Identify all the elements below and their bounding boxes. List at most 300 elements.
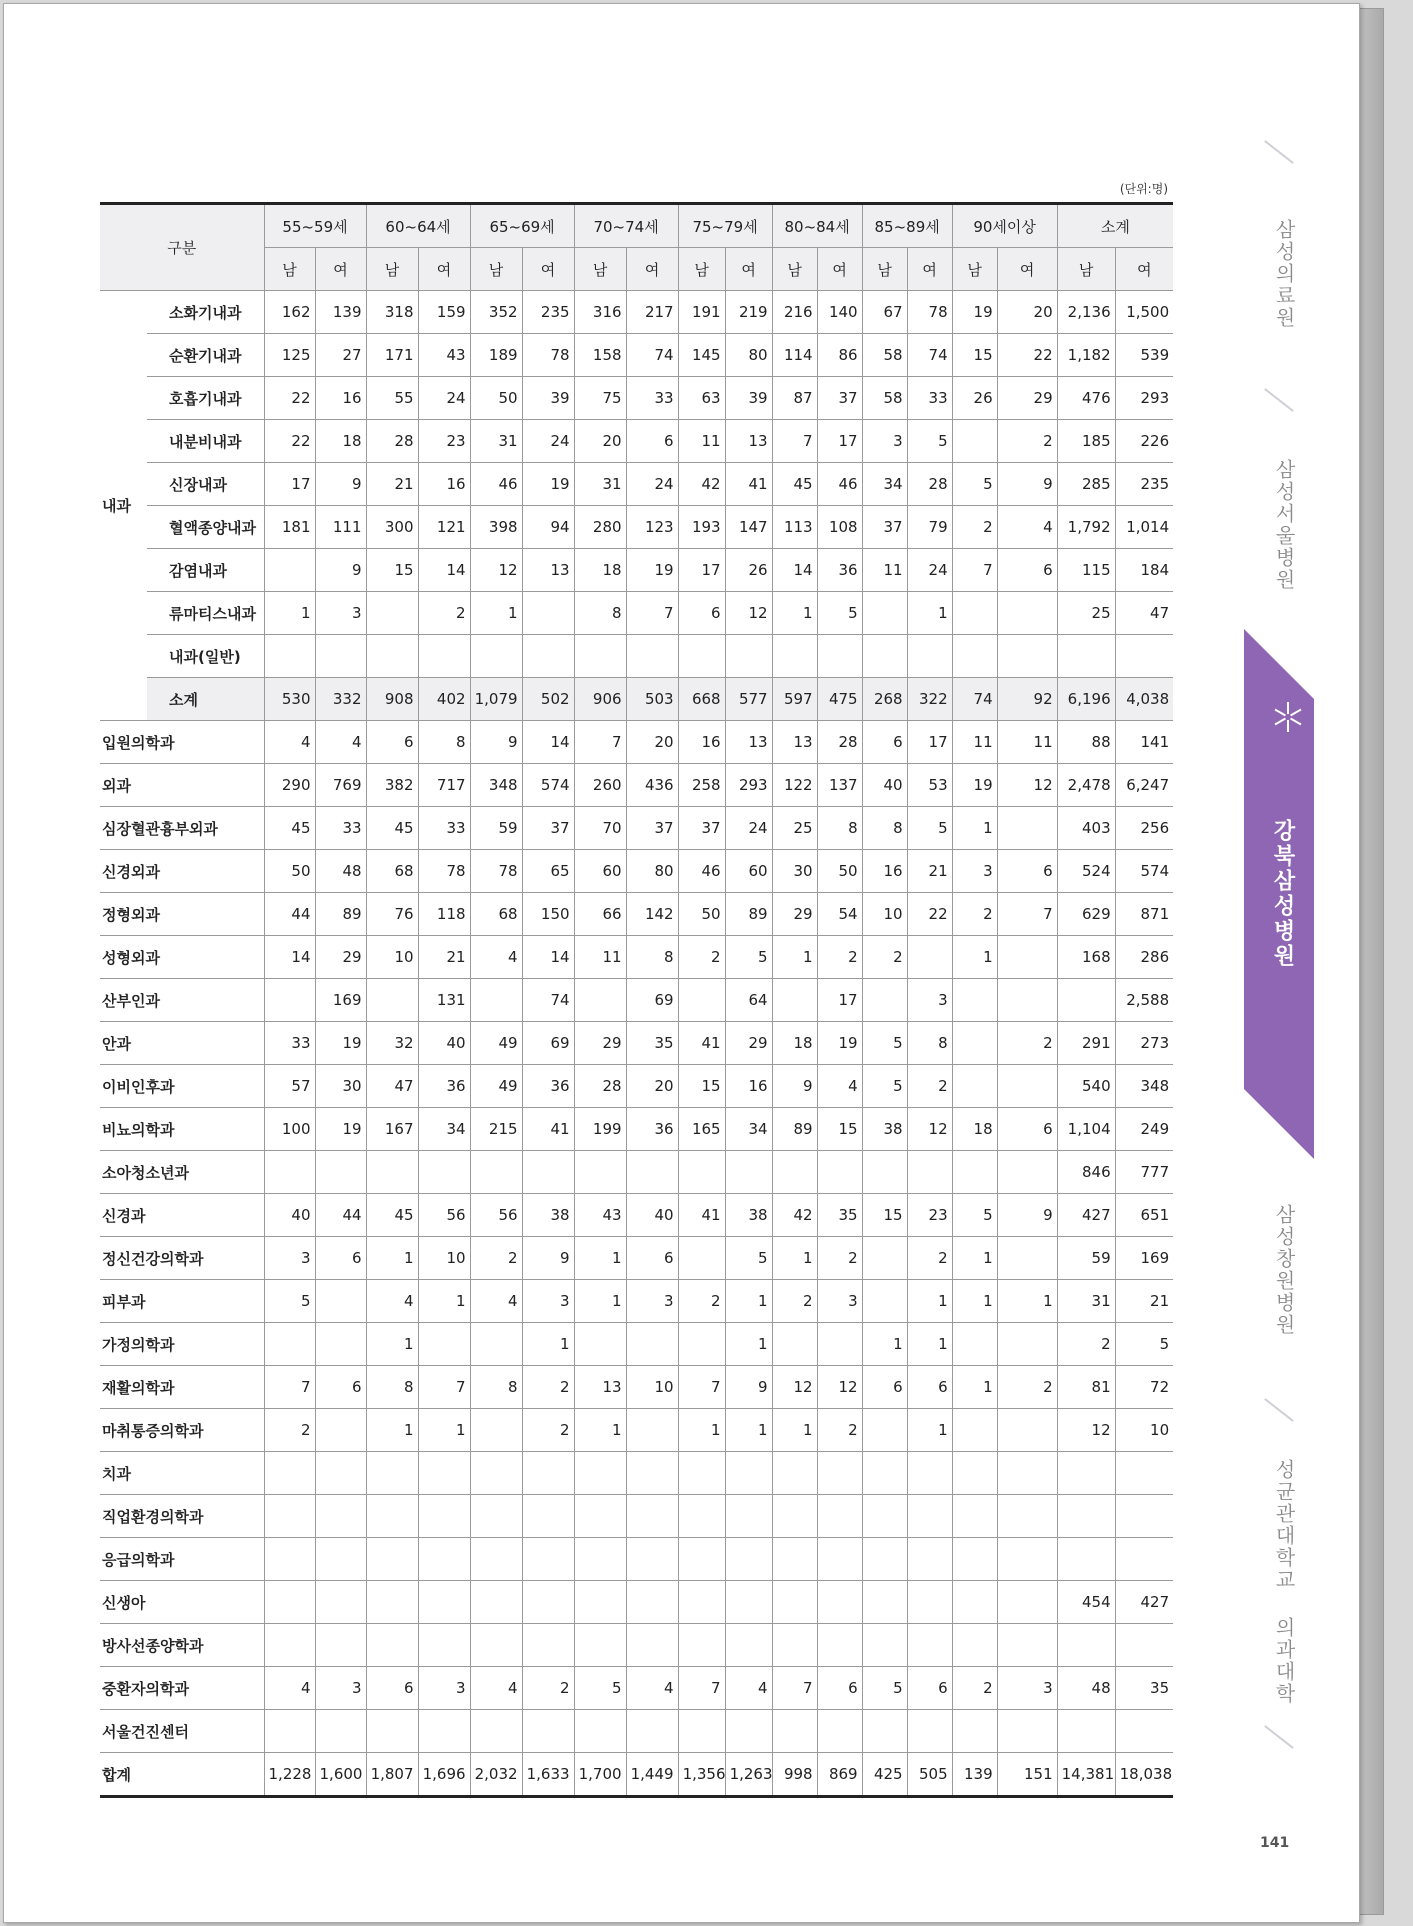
- table-cell: 125: [264, 334, 315, 377]
- table-cell: [574, 1323, 626, 1366]
- row-label: 신경과: [100, 1194, 264, 1237]
- table-cell: [574, 1624, 626, 1667]
- table-cell: [366, 1538, 418, 1581]
- table-cell: 3: [997, 1667, 1057, 1710]
- table-cell: 427: [1115, 1581, 1173, 1624]
- table-cell: 322: [907, 678, 952, 721]
- table-cell: 258: [678, 764, 725, 807]
- table-cell: 11: [997, 721, 1057, 764]
- table-cell: 1: [952, 1237, 997, 1280]
- table-cell: 6: [626, 420, 678, 463]
- table-cell: 89: [315, 893, 366, 936]
- table-cell: 38: [725, 1194, 772, 1237]
- table-row: [100, 1237, 1173, 1280]
- table-cell: 16: [725, 1065, 772, 1108]
- table-row: [100, 1538, 1173, 1581]
- tab-skku-medical-school[interactable]: 성균관대학교 의과대학: [1272, 1459, 1296, 1705]
- table-cell: 18,038: [1115, 1753, 1173, 1797]
- table-cell: 235: [1115, 463, 1173, 506]
- table-cell: 1: [772, 1237, 817, 1280]
- table-cell: 476: [1057, 377, 1115, 420]
- table-cell: 454: [1057, 1581, 1115, 1624]
- table-cell: 23: [907, 1194, 952, 1237]
- table-cell: 300: [366, 506, 418, 549]
- table-cell: [907, 1452, 952, 1495]
- table-cell: 28: [817, 721, 862, 764]
- female-header: 여: [907, 248, 952, 291]
- table-cell: 34: [418, 1108, 470, 1151]
- row-label: 외과: [100, 764, 264, 807]
- table-cell: [264, 1151, 315, 1194]
- table-cell: 318: [366, 291, 418, 334]
- table-cell: 1: [997, 1280, 1057, 1323]
- table-cell: [522, 1710, 574, 1753]
- table-cell: 169: [1115, 1237, 1173, 1280]
- table-cell: 9: [997, 1194, 1057, 1237]
- table-cell: 36: [817, 549, 862, 592]
- sparkle-icon: [1266, 694, 1312, 740]
- table-cell: [997, 1452, 1057, 1495]
- male-header: 남: [772, 248, 817, 291]
- table-cell: 15: [862, 1194, 907, 1237]
- table-cell: 58: [862, 377, 907, 420]
- table-cell: [772, 1710, 817, 1753]
- table-cell: 7: [418, 1366, 470, 1409]
- table-cell: [997, 979, 1057, 1022]
- table-cell: 540: [1057, 1065, 1115, 1108]
- table-cell: 63: [678, 377, 725, 420]
- row-label: 비뇨의학과: [100, 1108, 264, 1151]
- table-row: [100, 420, 1173, 463]
- table-cell: 332: [315, 678, 366, 721]
- table-cell: [366, 1151, 418, 1194]
- table-row: [100, 1710, 1173, 1753]
- table-cell: 34: [862, 463, 907, 506]
- side-tab-nav: [1244, 124, 1344, 1824]
- table-cell: 75: [574, 377, 626, 420]
- table-cell: 717: [418, 764, 470, 807]
- table-cell: 846: [1057, 1151, 1115, 1194]
- table-cell: 908: [366, 678, 418, 721]
- table-cell: [678, 1151, 725, 1194]
- table-cell: [907, 1581, 952, 1624]
- table-cell: 10: [366, 936, 418, 979]
- table-cell: 14: [772, 549, 817, 592]
- row-label: 방사선종양학과: [100, 1624, 264, 1667]
- table-cell: [470, 1409, 522, 1452]
- row-label: 혈액종양내과: [147, 506, 264, 549]
- table-cell: 5: [862, 1065, 907, 1108]
- table-cell: 6: [678, 592, 725, 635]
- table-cell: 16: [315, 377, 366, 420]
- table-cell: 60: [725, 850, 772, 893]
- table-cell: [997, 1409, 1057, 1452]
- table-cell: [817, 1624, 862, 1667]
- table-cell: 58: [862, 334, 907, 377]
- table-cell: 40: [264, 1194, 315, 1237]
- table-cell: [678, 979, 725, 1022]
- table-cell: 24: [522, 420, 574, 463]
- table-cell: [418, 1495, 470, 1538]
- table-cell: 80: [725, 334, 772, 377]
- table-cell: 24: [626, 463, 678, 506]
- table-cell: 121: [418, 506, 470, 549]
- table-cell: 14,381: [1057, 1753, 1115, 1797]
- table-cell: 14: [264, 936, 315, 979]
- table-cell: 59: [470, 807, 522, 850]
- table-cell: 113: [772, 506, 817, 549]
- table-cell: [952, 1581, 997, 1624]
- table-cell: 1,228: [264, 1753, 315, 1797]
- table-cell: [315, 1710, 366, 1753]
- row-label: 응급의학과: [100, 1538, 264, 1581]
- table-cell: 1: [772, 1409, 817, 1452]
- table-cell: [418, 1151, 470, 1194]
- table-cell: 16: [418, 463, 470, 506]
- table-cell: [678, 1710, 725, 1753]
- table-cell: 33: [315, 807, 366, 850]
- patient-stats-table: [100, 202, 1173, 1798]
- table-cell: 7: [574, 721, 626, 764]
- table-cell: 869: [817, 1753, 862, 1797]
- table-cell: 8: [418, 721, 470, 764]
- table-cell: 4: [817, 1065, 862, 1108]
- table-cell: 150: [522, 893, 574, 936]
- table-cell: 27: [315, 334, 366, 377]
- table-cell: 2: [952, 1667, 997, 1710]
- table-cell: 50: [678, 893, 725, 936]
- table-cell: [1115, 1452, 1173, 1495]
- table-cell: 4: [725, 1667, 772, 1710]
- table-cell: 29: [574, 1022, 626, 1065]
- table-row: [100, 1581, 1173, 1624]
- table-cell: 5: [862, 1667, 907, 1710]
- table-cell: 81: [1057, 1366, 1115, 1409]
- table-cell: 37: [678, 807, 725, 850]
- subtotal-header: 소계: [1057, 204, 1173, 248]
- table-cell: 111: [315, 506, 366, 549]
- table-cell: 6: [315, 1237, 366, 1280]
- tab-samsung-changwon-hospital[interactable]: 삼성창원병원: [1272, 1204, 1296, 1336]
- table-cell: [470, 979, 522, 1022]
- table-cell: 65: [522, 850, 574, 893]
- table-cell: 21: [907, 850, 952, 893]
- table-cell: 88: [1057, 721, 1115, 764]
- table-cell: 46: [817, 463, 862, 506]
- table-cell: [315, 1538, 366, 1581]
- table-cell: 16: [678, 721, 725, 764]
- table-cell: 2,478: [1057, 764, 1115, 807]
- table-row: [100, 334, 1173, 377]
- table-cell: [725, 1538, 772, 1581]
- table-cell: 169: [315, 979, 366, 1022]
- row-label: 이비인후과: [100, 1065, 264, 1108]
- table-cell: [574, 1495, 626, 1538]
- table-cell: [366, 1710, 418, 1753]
- table-cell: [626, 1151, 678, 1194]
- table-cell: 184: [1115, 549, 1173, 592]
- table-cell: [952, 1495, 997, 1538]
- table-cell: [522, 1495, 574, 1538]
- table-cell: [418, 1581, 470, 1624]
- table-cell: [952, 1538, 997, 1581]
- row-label: 순환기내과: [147, 334, 264, 377]
- table-cell: 1: [772, 936, 817, 979]
- table-cell: 5: [725, 936, 772, 979]
- table-cell: 4: [470, 1280, 522, 1323]
- table-cell: 13: [574, 1366, 626, 1409]
- table-cell: 147: [725, 506, 772, 549]
- table-cell: [315, 1323, 366, 1366]
- table-cell: 78: [470, 850, 522, 893]
- table-cell: [725, 635, 772, 678]
- table-cell: 44: [264, 893, 315, 936]
- table-cell: [997, 1323, 1057, 1366]
- table-cell: 57: [264, 1065, 315, 1108]
- table-cell: 348: [470, 764, 522, 807]
- table-cell: 21: [1115, 1280, 1173, 1323]
- group-label: 내과: [100, 291, 147, 721]
- table-cell: 9: [315, 463, 366, 506]
- table-cell: [952, 1452, 997, 1495]
- table-cell: [418, 1538, 470, 1581]
- row-label: 마취통증의학과: [100, 1409, 264, 1452]
- table-cell: 26: [952, 377, 997, 420]
- table-cell: [1057, 635, 1115, 678]
- table-cell: 24: [907, 549, 952, 592]
- table-cell: 74: [907, 334, 952, 377]
- row-label: 감염내과: [147, 549, 264, 592]
- table-row: [100, 764, 1173, 807]
- table-cell: 4: [315, 721, 366, 764]
- table-row: [100, 1624, 1173, 1667]
- table-cell: 78: [418, 850, 470, 893]
- table-cell: [522, 635, 574, 678]
- table-cell: [1115, 1538, 1173, 1581]
- table-cell: [264, 1710, 315, 1753]
- table-cell: 33: [264, 1022, 315, 1065]
- row-label: 직업환경의학과: [100, 1495, 264, 1538]
- table-cell: 11: [952, 721, 997, 764]
- table-cell: 1,449: [626, 1753, 678, 1797]
- table-cell: 31: [470, 420, 522, 463]
- table-cell: [907, 1538, 952, 1581]
- tab-samsung-medical-center[interactable]: 삼성의료원: [1272, 219, 1296, 329]
- table-cell: [952, 1323, 997, 1366]
- table-cell: [264, 1452, 315, 1495]
- table-cell: [772, 979, 817, 1022]
- age-header: 55~59세: [264, 204, 366, 248]
- table-cell: 4: [470, 1667, 522, 1710]
- table-row: [100, 979, 1173, 1022]
- table-cell: 1: [574, 1280, 626, 1323]
- table-cell: [997, 1624, 1057, 1667]
- table-cell: [470, 1323, 522, 1366]
- table-cell: 9: [470, 721, 522, 764]
- table-cell: 18: [952, 1108, 997, 1151]
- table-cell: [772, 1452, 817, 1495]
- table-row: [100, 1409, 1173, 1452]
- table-cell: [772, 635, 817, 678]
- table-cell: [264, 549, 315, 592]
- male-header: 남: [678, 248, 725, 291]
- table-row: [100, 1753, 1173, 1797]
- table-cell: 19: [817, 1022, 862, 1065]
- table-cell: 50: [817, 850, 862, 893]
- table-cell: [817, 1495, 862, 1538]
- row-label: 소계: [147, 678, 264, 721]
- table-cell: [772, 1495, 817, 1538]
- table-cell: 37: [522, 807, 574, 850]
- table-cell: 30: [772, 850, 817, 893]
- table-cell: [1057, 1710, 1115, 1753]
- table-cell: 1,014: [1115, 506, 1173, 549]
- table-cell: 3: [522, 1280, 574, 1323]
- unit-label: (단위:명): [1119, 182, 1168, 196]
- table-row: [100, 1194, 1173, 1237]
- table-cell: 8: [862, 807, 907, 850]
- table-cell: 19: [315, 1022, 366, 1065]
- table-cell: 115: [1057, 549, 1115, 592]
- table-cell: [772, 1581, 817, 1624]
- table-cell: 3: [862, 420, 907, 463]
- table-row: [100, 1108, 1173, 1151]
- page-number: 141: [1260, 1835, 1290, 1851]
- table-cell: [997, 936, 1057, 979]
- table-cell: 189: [470, 334, 522, 377]
- table-cell: 2: [522, 1667, 574, 1710]
- table-cell: 1,600: [315, 1753, 366, 1797]
- table-cell: [725, 1151, 772, 1194]
- table-cell: 2: [772, 1280, 817, 1323]
- table-cell: [862, 979, 907, 1022]
- table-cell: 14: [522, 936, 574, 979]
- table-cell: 19: [522, 463, 574, 506]
- table-cell: 352: [470, 291, 522, 334]
- table-cell: 5: [907, 420, 952, 463]
- row-label: 성형외과: [100, 936, 264, 979]
- table-cell: 2: [522, 1409, 574, 1452]
- row-label: 신생아: [100, 1581, 264, 1624]
- table-cell: 2: [817, 936, 862, 979]
- table-cell: 74: [626, 334, 678, 377]
- table-cell: [470, 635, 522, 678]
- row-label: 소화기내과: [147, 291, 264, 334]
- table-cell: 1: [574, 1409, 626, 1452]
- table-cell: [574, 1151, 626, 1194]
- table-cell: 33: [907, 377, 952, 420]
- table-cell: 11: [678, 420, 725, 463]
- table-cell: 1: [418, 1280, 470, 1323]
- table-cell: 33: [626, 377, 678, 420]
- table-cell: 142: [626, 893, 678, 936]
- table-cell: [678, 1323, 725, 1366]
- table-cell: [907, 936, 952, 979]
- table-cell: 72: [1115, 1366, 1173, 1409]
- table-cell: 293: [1115, 377, 1173, 420]
- table-cell: 28: [907, 463, 952, 506]
- table-cell: [315, 1280, 366, 1323]
- table-cell: 159: [418, 291, 470, 334]
- table-cell: 87: [772, 377, 817, 420]
- tab-kangbuk-samsung-hospital[interactable]: 강북삼성병원: [1270, 819, 1295, 969]
- table-cell: 6: [366, 721, 418, 764]
- table-cell: 1,792: [1057, 506, 1115, 549]
- table-row: [100, 549, 1173, 592]
- table-cell: 16: [862, 850, 907, 893]
- table-cell: 32: [366, 1022, 418, 1065]
- table-cell: [470, 1581, 522, 1624]
- table-cell: 14: [418, 549, 470, 592]
- table-cell: 56: [418, 1194, 470, 1237]
- table-cell: 6: [862, 721, 907, 764]
- table-cell: 6: [315, 1366, 366, 1409]
- table-cell: [678, 1495, 725, 1538]
- table-cell: 64: [725, 979, 772, 1022]
- table-cell: 165: [678, 1108, 725, 1151]
- table-cell: 36: [418, 1065, 470, 1108]
- table-cell: 5: [817, 592, 862, 635]
- table-cell: 22: [264, 420, 315, 463]
- table-cell: 37: [862, 506, 907, 549]
- age-group-header-row: [100, 204, 1173, 248]
- table-cell: 260: [574, 764, 626, 807]
- table-cell: [626, 1538, 678, 1581]
- table-cell: [315, 1151, 366, 1194]
- table-cell: 425: [862, 1753, 907, 1797]
- table-cell: 137: [817, 764, 862, 807]
- table-cell: 47: [366, 1065, 418, 1108]
- table-cell: 42: [772, 1194, 817, 1237]
- table-cell: 3: [264, 1237, 315, 1280]
- table-cell: 17: [817, 979, 862, 1022]
- tab-samsung-seoul-hospital[interactable]: 삼성서울병원: [1272, 459, 1296, 591]
- table-cell: [264, 979, 315, 1022]
- table-cell: 19: [315, 1108, 366, 1151]
- table-cell: 539: [1115, 334, 1173, 377]
- table-cell: 15: [366, 549, 418, 592]
- table-cell: 7: [952, 549, 997, 592]
- table-cell: [817, 1323, 862, 1366]
- table-cell: 67: [862, 291, 907, 334]
- table-cell: 1: [952, 936, 997, 979]
- table-cell: 22: [997, 334, 1057, 377]
- table-cell: 1,263: [725, 1753, 772, 1797]
- table-cell: [817, 1538, 862, 1581]
- table-cell: 48: [315, 850, 366, 893]
- table-cell: [366, 979, 418, 1022]
- table-cell: 92: [997, 678, 1057, 721]
- table-cell: 20: [997, 291, 1057, 334]
- table-cell: 36: [626, 1108, 678, 1151]
- table-cell: 45: [772, 463, 817, 506]
- table-cell: 256: [1115, 807, 1173, 850]
- table-cell: [678, 1624, 725, 1667]
- table-cell: 1: [522, 1323, 574, 1366]
- table-cell: [725, 1452, 772, 1495]
- table-cell: 24: [418, 377, 470, 420]
- table-row: [100, 635, 1173, 678]
- table-cell: 4: [997, 506, 1057, 549]
- table-cell: 1: [725, 1323, 772, 1366]
- table-cell: 45: [264, 807, 315, 850]
- table-cell: 1: [366, 1237, 418, 1280]
- table-cell: 131: [418, 979, 470, 1022]
- row-label: 심장혈관흉부외과: [100, 807, 264, 850]
- table-cell: 293: [725, 764, 772, 807]
- table-cell: 2,032: [470, 1753, 522, 1797]
- table-cell: 25: [1057, 592, 1115, 635]
